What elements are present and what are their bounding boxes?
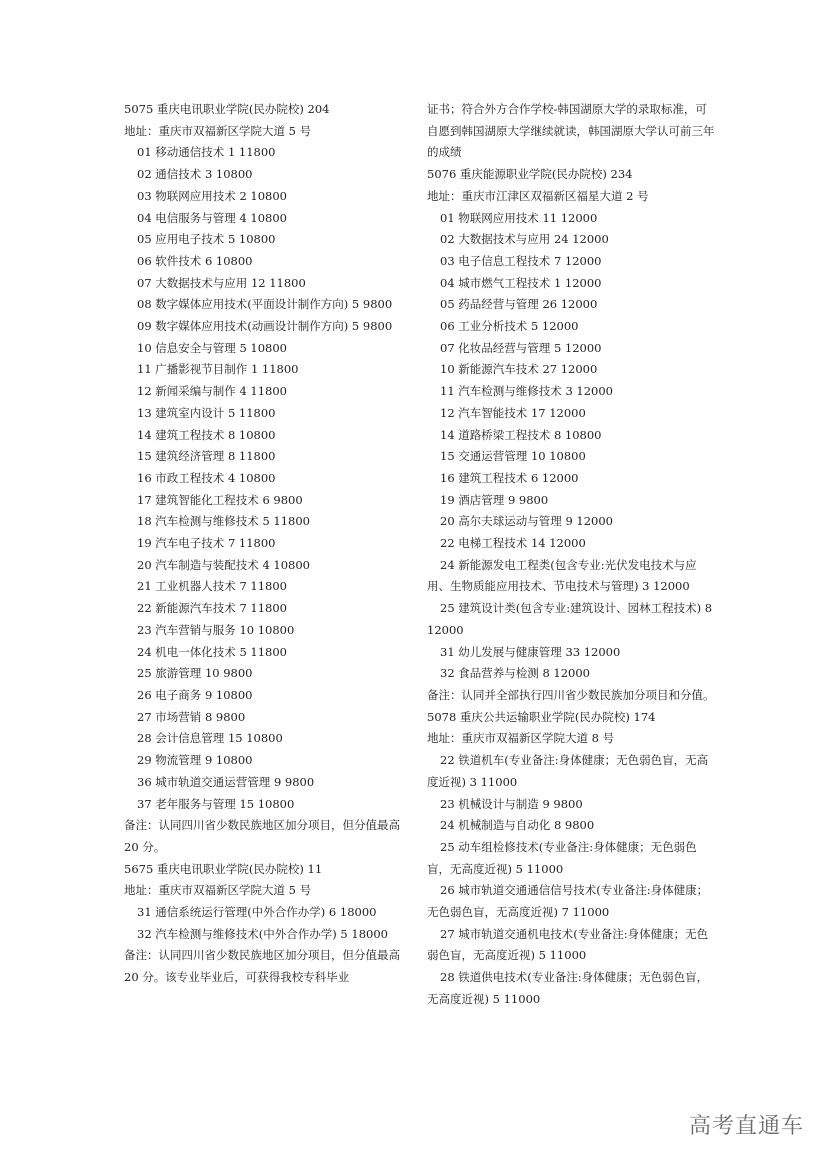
major-entry: 05 药品经营与管理 26 12000	[440, 297, 598, 312]
major-entry: 26 电子商务 9 10800	[137, 687, 253, 702]
major-entry: 14 建筑工程技术 8 10800	[137, 427, 276, 442]
major-entry: 32 汽车检测与维修技术(中外合作办学) 5 18000	[137, 926, 388, 941]
major-entry: 25 旅游管理 10 9800	[137, 666, 253, 681]
major-entry: 03 物联网应用技术 2 10800	[137, 188, 287, 203]
school-address: 地址：重庆市双福新区学院大道 5 号	[124, 123, 312, 138]
major-entry: 08 数字媒体应用技术(平面设计制作方向) 5 9800	[137, 297, 393, 312]
major-entry: 16 市政工程技术 4 10800	[137, 470, 276, 485]
major-entry: 11 汽车检测与维修技术 3 12000	[440, 384, 613, 399]
major-entry: 02 通信技术 3 10800	[137, 167, 253, 182]
watermark-logo: 高考直通车	[689, 1114, 805, 1139]
major-entry: 29 物流管理 9 10800	[137, 753, 253, 768]
major-entry: 16 建筑工程技术 6 12000	[440, 470, 579, 485]
major-entry: 27 市场营销 8 9800	[137, 709, 246, 724]
major-entry: 11 广播影视节目制作 1 11800	[137, 362, 299, 377]
major-entry: 04 城市燃气工程技术 1 12000	[440, 275, 602, 290]
major-entry: 25 动车组检修技术(专业备注:身体健康；无色弱色盲，无高度近视) 5 11000	[427, 839, 697, 876]
school-heading: 5075 重庆电讯职业学院(民办院校) 204	[124, 102, 330, 116]
major-entry: 19 汽车电子技术 7 11800	[137, 536, 276, 551]
major-entry: 07 化妆品经营与管理 5 12000	[440, 340, 602, 355]
major-entry: 23 汽车营销与服务 10 10800	[137, 622, 295, 637]
major-entry: 01 移动通信技术 1 11800	[137, 145, 276, 160]
school-heading: 5078 重庆公共运输职业学院(民办院校) 174	[427, 709, 656, 724]
note-text: 备注：认同四川省少数民族地区加分项目，但分值最高 20 分。该专业毕业后，可获得我校专科毕业	[124, 948, 400, 985]
major-entry: 19 酒店管理 9 9800	[440, 492, 549, 507]
major-entry: 32 食品营养与检测 8 12000	[440, 666, 590, 681]
major-entry: 37 老年服务与管理 15 10800	[137, 796, 295, 811]
major-entry: 36 城市轨道交通运营管理 9 9800	[137, 774, 315, 789]
major-entry: 22 新能源汽车技术 7 11800	[137, 601, 287, 616]
major-entry: 10 新能源汽车技术 27 12000	[440, 362, 598, 377]
major-entry: 06 软件技术 6 10800	[137, 253, 253, 268]
major-entry: 09 数字媒体应用技术(动画设计制作方向) 5 9800	[137, 319, 393, 334]
school-address: 地址：重庆市双福新区学院大道 5 号	[124, 883, 312, 898]
major-entry: 06 工业分析技术 5 12000	[440, 319, 579, 334]
note-text: 备注：认同四川省少数民族地区加分项目，但分值最高 20 分。	[124, 818, 400, 854]
major-entry: 10 信息安全与管理 5 10800	[137, 340, 287, 355]
major-entry: 03 电子信息工程技术 7 12000	[440, 253, 602, 268]
school-address: 地址：重庆市江津区双福新区福星大道 2 号	[427, 188, 649, 203]
major-entry: 13 建筑室内设计 5 11800	[137, 405, 276, 420]
major-entry: 24 新能源发电工程类(包含专业:光伏发电技术与应用、生物质能应用技术、节电技术与管理) 3 12000	[427, 557, 697, 594]
school-address: 地址：重庆市双福新区学院大道 8 号	[427, 731, 615, 746]
major-entry: 05 应用电子技术 5 10800	[137, 232, 276, 247]
major-entry: 23 机械设计与制造 9 9800	[440, 796, 583, 811]
major-entry: 22 电梯工程技术 14 12000	[440, 536, 586, 551]
major-entry: 26 城市轨道交通通信信号技术(专业备注:身体健康；无色弱色盲，无高度近视) 7 11000	[427, 883, 709, 920]
major-entry: 14 道路桥梁工程技术 8 10800	[440, 427, 602, 442]
major-entry: 24 机电一体化技术 5 11800	[137, 644, 287, 659]
major-entry: 18 汽车检测与维修技术 5 11800	[137, 514, 310, 529]
major-entry: 31 通信系统运行管理(中外合作办学) 6 18000	[137, 905, 377, 920]
major-entry: 15 交通运营管理 10 10800	[440, 449, 586, 464]
major-entry: 20 汽车制造与装配技术 4 10800	[137, 557, 310, 572]
major-entry: 20 高尔夫球运动与管理 9 12000	[440, 514, 613, 529]
major-entry: 15 建筑经济管理 8 11800	[137, 449, 276, 464]
major-entry: 24 机械制造与自动化 8 9800	[440, 818, 595, 833]
note-text: 备注：认同并全部执行四川省少数民族加分项目和分值。	[427, 687, 715, 702]
school-heading: 5675 重庆电讯职业学院(民办院校) 11	[124, 861, 323, 876]
major-entry: 01 物联网应用技术 11 12000	[440, 210, 598, 225]
major-entry: 04 电信服务与管理 4 10800	[137, 210, 287, 225]
major-entry: 25 建筑设计类(包含专业:建筑设计、园林工程技术) 8 12000	[427, 601, 713, 637]
school-heading: 5076 重庆能源职业学院(民办院校) 234	[427, 167, 633, 182]
major-entry: 12 新闻采编与制作 4 11800	[137, 384, 287, 399]
right-column	[427, 99, 717, 1011]
major-entry: 12 汽车智能技术 17 12000	[440, 405, 586, 420]
major-entry: 07 大数据技术与应用 12 11800	[137, 275, 306, 290]
major-entry: 17 建筑智能化工程技术 6 9800	[137, 492, 303, 507]
note-text: 证书；符合外方合作学校-韩国湖原大学的录取标准，可自愿到韩国湖原大学继续就读，韩国湖原大学认可前三年的成绩	[427, 102, 715, 160]
left-column	[124, 99, 410, 989]
major-entry: 27 城市轨道交通机电技术(专业备注:身体健康；无色弱色盲，无高度近视) 5 11000	[427, 926, 709, 963]
major-entry: 28 会计信息管理 15 10800	[137, 731, 283, 746]
major-entry: 22 铁道机车(专业备注:身体健康；无色弱色盲，无高度近视) 3 11000	[427, 753, 709, 789]
major-entry: 21 工业机器人技术 7 11800	[137, 579, 287, 594]
major-entry: 28 铁道供电技术(专业备注:身体健康；无色弱色盲，无高度近视) 5 11000	[427, 970, 709, 1006]
major-entry: 31 幼儿发展与健康管理 33 12000	[440, 644, 621, 659]
major-entry: 02 大数据技术与应用 24 12000	[440, 232, 609, 247]
